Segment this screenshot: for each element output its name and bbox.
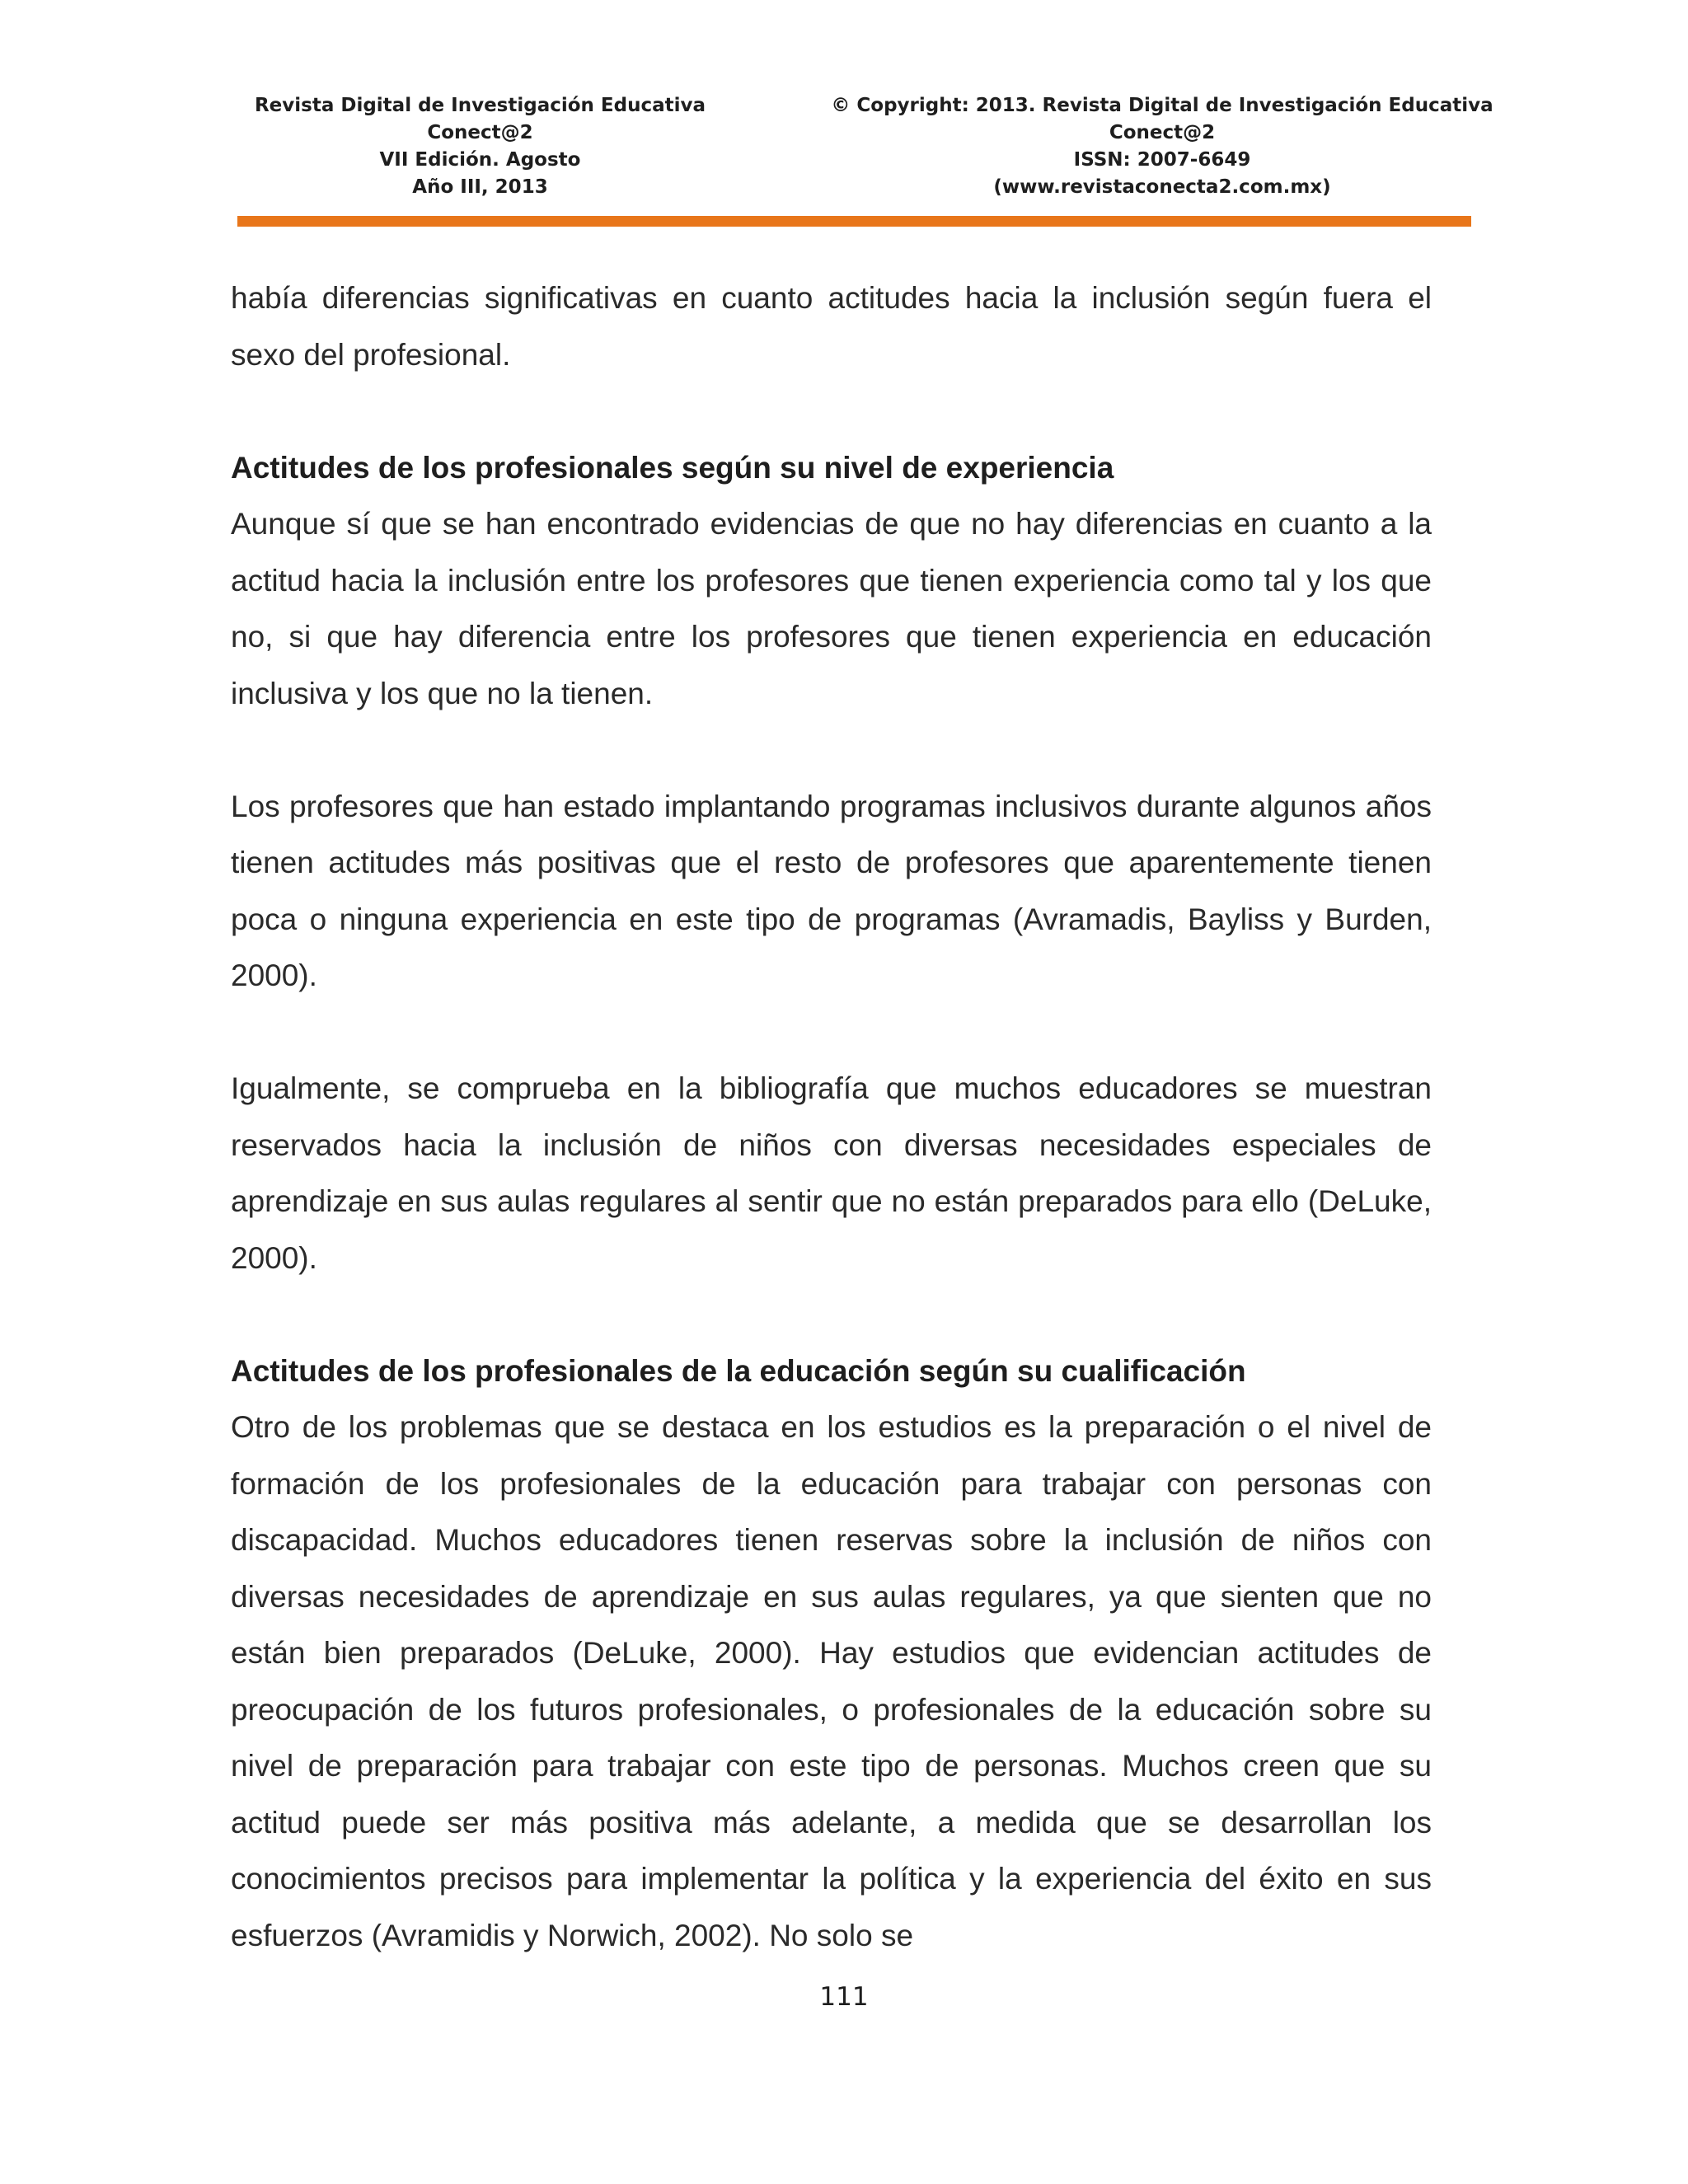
journal-title: Revista Digital de Investigación Educativa [254,95,706,116]
issn-line: ISSN: 2007-6649 [1073,149,1251,171]
journal-header-right [820,92,1504,201]
copyright-line: © Copyright: 2013. Revista Digital de Investigación Educativa [831,95,1493,116]
copyright-journal-name: Conect@2 [1109,122,1216,143]
paragraph-experience: Aunque sí que se han encontrado evidencias de que no hay diferencias en cuanto a la actitud hacia la inclusión entre los profesores que tienen experiencia como tal y los que no, si que hay diferencia entre los profesores que tienen experiencia en educación inclusiva y los que no la tienen. [231,507,1432,710]
paragraph-reserved-educators: Igualmente, se comprueba en la bibliografía que muchos educadores se muestran reservados hacia la inclusión de niños con diversas necesidades especiales de aprendizaje en sus aulas regulares al sentir que no están preparados para ello (DeLuke, 2000). [231,1071,1432,1275]
section-heading-qualification: Actitudes de los profesionales de la educación según su cualificación [231,1353,1246,1388]
journal-edition: VII Edición. Agosto [379,149,581,171]
paragraph-inclusive-programs: Los profesores que han estado implantando programas inclusivos durante algunos años tienen actitudes más positivas que el resto de profesores que aparentemente tienen poca o ninguna experiencia en este tipo de programas (Avramadis, Bayliss y Burden, 2000). [231,789,1432,992]
header-divider [237,216,1471,227]
section-heading-experience: Actitudes de los profesionales según su nivel de experiencia [231,450,1114,485]
article-body [231,270,1432,1964]
journal-header-left [235,92,725,201]
journal-year: Año III, 2013 [412,176,548,198]
journal-name: Conect@2 [427,122,533,143]
paragraph-continuation: había diferencias significativas en cuanto actitudes hacia la inclusión según fuera el sexo del profesional. [231,281,1432,372]
website-line: (www.revistaconecta2.com.mx) [993,176,1331,198]
paragraph-qualification: Otro de los problemas que se destaca en los estudios es la preparación o el nivel de formación de los profesionales de la educación para trabajar con personas con discapacidad. Muchos educadores tienen reservas sobre la inclusión de niños con diversas necesidades de aprendizaje en sus aulas regulares, ya que sienten que no están bien preparados (DeLuke, 2000). Hay estudios que evidencian actitudes de preocupación de los futuros profesionales, o profesionales de la educación sobre su nivel de preparación para trabajar con este tipo de personas. Muchos creen que su actitud puede ser más positiva más adelante, a medida que se desarrollan los conocimientos precisos para implementar la política y la experiencia del éxito en sus esfuerzos (Avramidis y Norwich, 2002). No solo se [231,1410,1432,1952]
page-number: 111 [819,1982,869,2012]
